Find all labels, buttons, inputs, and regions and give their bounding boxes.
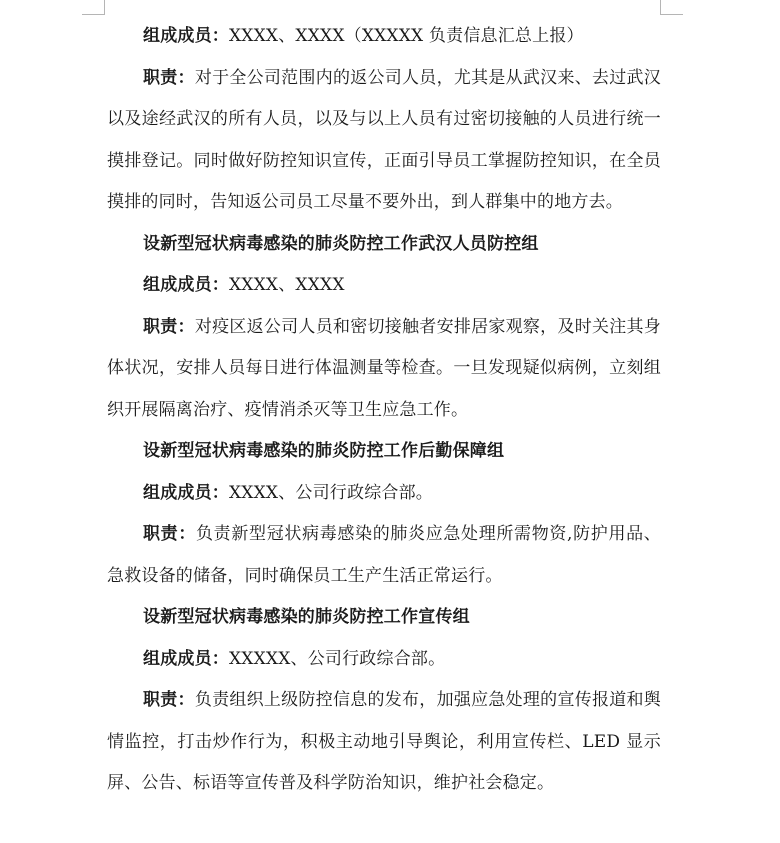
duty-text: 对于全公司范围内的返公司人员，尤其是从武汉来、去过武汉以及途经武汉的所有人员，以及与以上人员有过密切接触的人员进行统一摸排登记。同时做好防控知识宣传，正面引导员工掌握防控知识，在全员摸排的同时，告知返公司员工尽量不要外出，到人群集中的地方去。 xyxy=(107,67,661,212)
section-heading-logistics-group: 设新型冠状病毒感染的肺炎防控工作后勤保障组 xyxy=(143,441,505,461)
page-corner-mark-left xyxy=(82,0,105,15)
members-text: XXXX、XXXX（XXXXX 负责信息汇总上报） xyxy=(229,26,584,46)
duty-text: 负责新型冠状病毒感染的肺炎应急处理所需物资,防护用品、急救设备的储备，同时确保员工生产生活正常运行。 xyxy=(107,524,661,586)
members-label: 组成成员： xyxy=(143,275,229,295)
members-label: 组成成员： xyxy=(143,482,229,503)
duty-label: 职责： xyxy=(143,316,195,337)
members-paragraph xyxy=(107,16,661,58)
members-paragraph xyxy=(107,473,661,515)
section-heading-wuhan-personnel-group: 设新型冠状病毒感染的肺炎防控工作武汉人员防控组 xyxy=(143,233,539,254)
duty-label: 职责： xyxy=(143,690,195,710)
page-corner-mark-right xyxy=(660,0,683,15)
duty-paragraph xyxy=(107,58,661,224)
members-text: XXXX、XXXX xyxy=(229,275,345,295)
duty-label: 职责： xyxy=(143,524,197,544)
members-paragraph xyxy=(107,265,661,307)
duty-label: 职责： xyxy=(143,67,195,88)
duty-text: 负责组织上级防控信息的发布，加强应急处理的宣传报道和舆情监控，打击炒作行为，积极主动地引导舆论，利用宣传栏、LED 显示屏、公告、标语等宣传普及科学防治知识，维护社会稳定。 xyxy=(107,690,661,793)
members-text: XXXX、公司行政综合部。 xyxy=(229,482,434,503)
duty-paragraph xyxy=(107,307,661,432)
members-label: 组成成员： xyxy=(143,26,229,46)
section-heading-publicity-group: 设新型冠状病毒感染的肺炎防控工作宣传组 xyxy=(143,607,470,627)
members-paragraph xyxy=(107,639,661,681)
members-text: XXXXX、公司行政综合部。 xyxy=(229,648,446,669)
duty-text: 对疫区返公司人员和密切接触者安排居家观察，及时关注其身体状况，安排人员每日进行体温测量等检查。一旦发现疑似病例，立刻组织开展隔离治疗、疫情消杀灭等卫生应急工作。 xyxy=(107,316,661,420)
document-body xyxy=(107,16,661,805)
duty-paragraph xyxy=(107,514,661,597)
duty-paragraph xyxy=(107,680,661,805)
members-label: 组成成员： xyxy=(143,648,229,669)
